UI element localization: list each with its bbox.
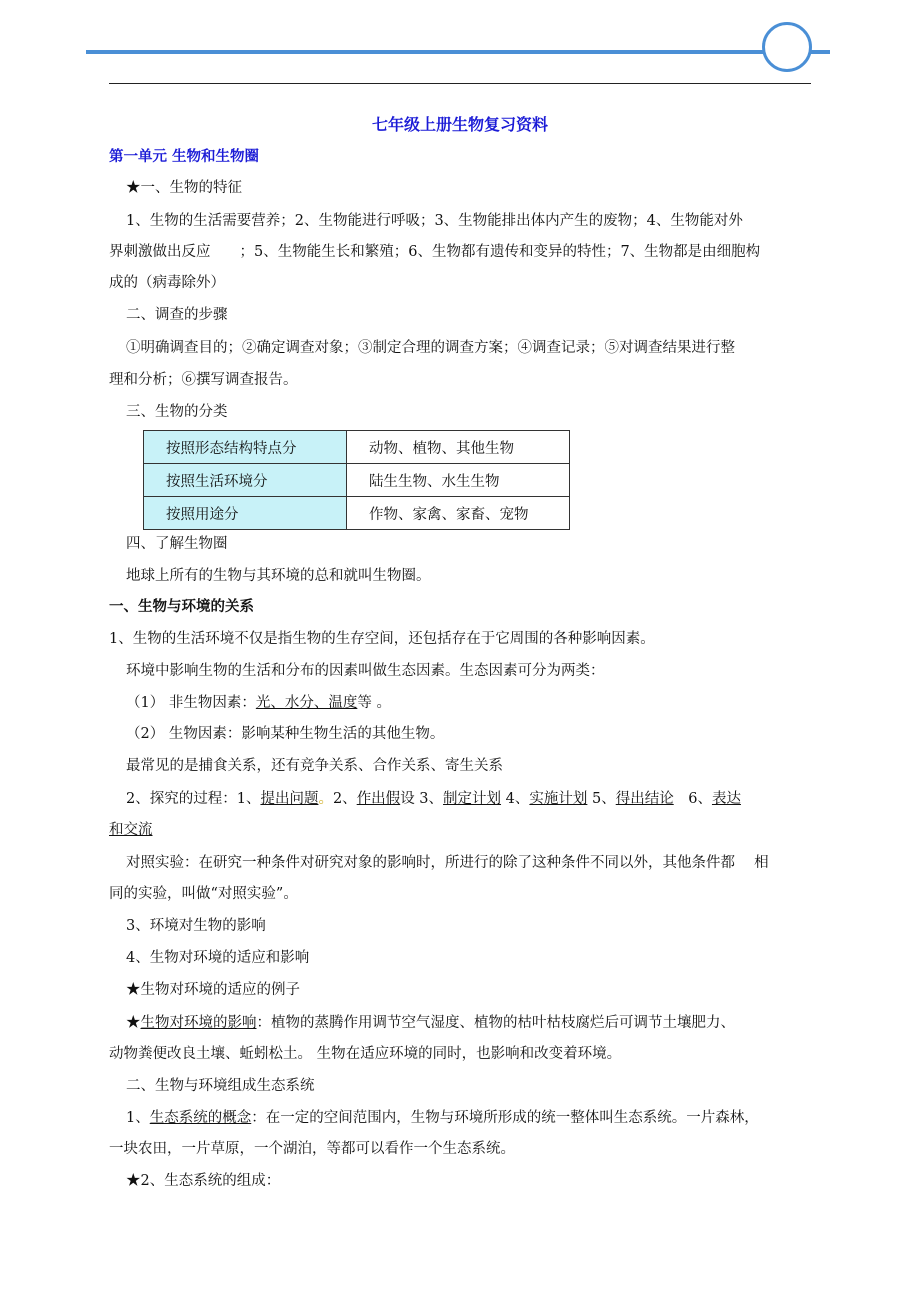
table-cell: 动物、植物、其他生物 (347, 431, 570, 464)
paragraph-line: 环境中影响生物的生活和分布的因素叫做生态因素。生态因素可分为两类： (126, 663, 605, 679)
section-heading: 二、生物与环境组成生态系统 (126, 1078, 315, 1094)
text-run: 。 (318, 791, 333, 807)
text-run: 等 。 (357, 695, 391, 711)
paragraph-line: ★2、生态系统的组成： (126, 1173, 281, 1189)
underlined-term: 生物对环境的影响 (140, 1015, 257, 1031)
table-cell: 按照生活环境分 (144, 464, 347, 497)
header-divider (109, 83, 811, 84)
underlined-term: 提出问题 (260, 791, 319, 807)
text-run: 5、 (587, 791, 616, 807)
table-row (144, 497, 570, 530)
paragraph-line (126, 693, 391, 713)
paragraph-line (126, 1013, 735, 1033)
section-heading: ★一、生物的特征 (126, 180, 242, 196)
page-title: 七年级上册生物复习资料 (371, 115, 548, 134)
paragraph-line: ★生物对环境的适应的例子 (126, 982, 300, 998)
paragraph-line (109, 820, 153, 840)
paragraph-line: 同的实验，叫做“对照实验”。 (109, 886, 298, 902)
paragraph-line: 3、环境对生物的影响 (126, 918, 266, 934)
table-row (144, 431, 570, 464)
header-rule (86, 50, 830, 54)
classification-table (143, 430, 570, 530)
section-heading: 一、生物与环境的关系 (109, 598, 254, 615)
paragraph-line: 地球上所有的生物与其环境的总和就叫生物圈。 (126, 568, 431, 584)
paragraph-line: 一块农田，一片草原，一个湖泊，等都可以看作一个生态系统。 (109, 1141, 515, 1157)
paragraph-line: 1、生物的生活环境不仅是指生物的生存空间，还包括存在于它周围的各种影响因素。 (109, 631, 655, 647)
text-run: 6、 (673, 791, 712, 807)
header-circle-icon (762, 22, 812, 72)
text-run: ：植物的蒸腾作用调节空气湿度、植物的枯叶枯枝腐烂后可调节土壤肥力、 (256, 1015, 735, 1031)
underlined-term: 和交流 (109, 822, 153, 838)
text-run: 1、 (126, 1110, 150, 1126)
paragraph-line: 理和分析；⑥撰写调查报告。 (109, 372, 298, 388)
paragraph-line: 界刺激做出反应 ；5、生物能生长和繁殖；6、生物都有遗传和变异的特性；7、生物都是由细胞构 (109, 244, 761, 260)
section-heading: 二、调查的步骤 (126, 307, 228, 323)
table-cell: 作物、家禽、家畜、宠物 (347, 497, 570, 530)
table-row (144, 464, 570, 497)
table-cell: 按照用途分 (144, 497, 347, 530)
underlined-term: 实施计划 (529, 791, 588, 807)
underlined-term: 得出结论 (615, 791, 674, 807)
paragraph-line: 1、生物的生活需要营养；2、生物能进行呼吸；3、生物能排出体内产生的废物；4、生物能对外 (126, 213, 743, 229)
paragraph-line: 动物粪便改良土壤、蚯蚓松土。 生物在适应环境的同时，也影响和改变着环境。 (109, 1046, 622, 1062)
text-run: ★ (126, 1015, 141, 1031)
table-cell: 陆生生物、水生生物 (347, 464, 570, 497)
section-heading: 三、生物的分类 (126, 404, 228, 420)
paragraph-line (126, 1108, 759, 1128)
text-run: 2、 (332, 791, 357, 807)
text-run: ：在一定的空间范围内，生物与环境所形成的统一整体叫生态系统。一片森林， (251, 1110, 759, 1126)
paragraph-line: 成的（病毒除外） (109, 275, 225, 291)
unit-heading: 第一单元 生物和生物圈 (109, 148, 260, 165)
table-cell: 按照形态结构特点分 (144, 431, 347, 464)
underlined-term: 生态系统的概念 (149, 1110, 252, 1126)
underlined-term: 光、水分、温度 (255, 695, 358, 711)
text-run: （1） 非生物因素： (126, 695, 256, 711)
paragraph-line: 4、生物对环境的适应和影响 (126, 950, 310, 966)
underlined-term: 表达 (711, 791, 741, 807)
underlined-term: 制定计划 (443, 791, 502, 807)
paragraph-line: 最常见的是捕食关系，还有竞争关系、合作关系、寄生关系 (126, 758, 503, 774)
text-run: 2、探究的过程：1、 (126, 791, 261, 807)
text-run: 4、 (501, 791, 530, 807)
paragraph-line: ①明确调查目的；②确定调查对象；③制定合理的调查方案；④调查记录；⑤对调查结果进行整 (126, 340, 735, 356)
paragraph-line: 对照实验：在研究一种条件对研究对象的影响时，所进行的除了这种条件不同以外，其他条件都 相 (126, 855, 769, 871)
section-heading: 四、了解生物圈 (126, 536, 228, 552)
text-run: 设 3、 (400, 791, 444, 807)
paragraph-line: （2） 生物因素：影响某种生物生活的其他生物。 (126, 726, 445, 742)
paragraph-line (126, 789, 741, 809)
underlined-term: 作出假 (356, 791, 401, 807)
